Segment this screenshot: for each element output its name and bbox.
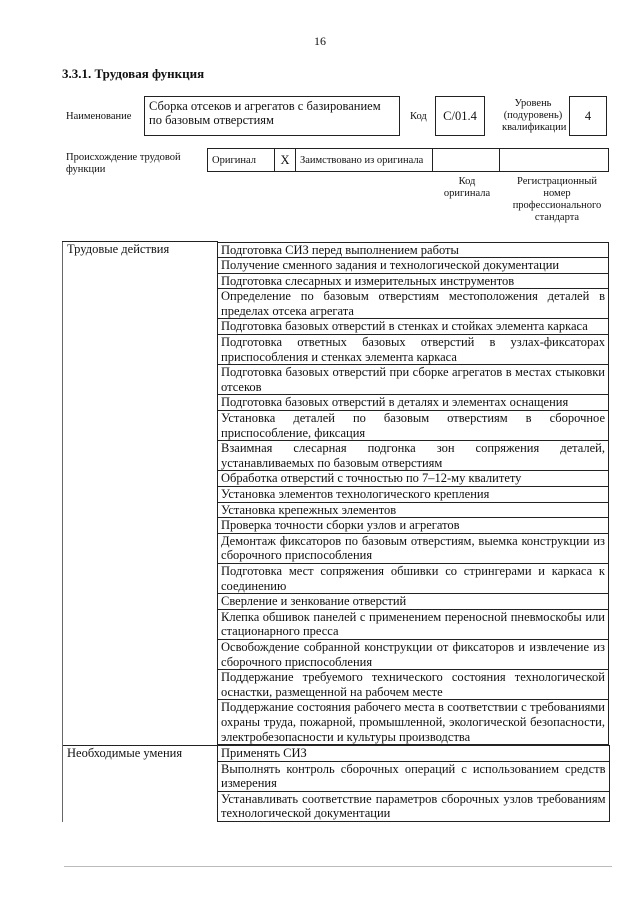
borrowed-label: Заимствовано из оригинала xyxy=(296,149,433,172)
required-skills-list xyxy=(218,745,610,822)
labor-action-item: Проверка точности сборки узлов и агрегатов xyxy=(218,518,609,534)
labor-action-item: Определение по базовым отверстиям местоположения деталей в пределах отсека агрегата xyxy=(218,289,609,319)
skill-item: Устанавливать соответствие параметров сборочных узлов требованиям технологической документации xyxy=(218,792,610,822)
labor-action-item: Обработка отверстий с точностью по 7–12-му квалитету xyxy=(218,471,609,487)
labor-action-item: Установка элементов технологического крепления xyxy=(218,487,609,503)
original-code-cell xyxy=(433,149,500,172)
page-number: 16 xyxy=(314,34,326,48)
original-label: Оригинал xyxy=(208,149,275,172)
required-skills-label: Необходимые умения xyxy=(63,745,218,822)
labor-actions-list xyxy=(218,242,609,746)
origin-table xyxy=(207,148,609,172)
labor-actions-label: Трудовые действия xyxy=(63,242,218,746)
qualification-level-box: 4 xyxy=(569,96,607,136)
labor-action-item: Подготовка базовых отверстий в стенках и стойках элемента каркаса xyxy=(218,319,609,335)
labor-action-item: Подготовка слесарных и измерительных инструментов xyxy=(218,274,609,290)
required-skills-cell xyxy=(218,745,610,822)
labor-action-item: Сверление и зенкование отверстий xyxy=(218,594,609,610)
labor-action-item: Поддержание состояния рабочего места в соответствии с требованиями охраны труда, пожарной, промышленной, экологической безопасности, электробезопасности и культуры производства xyxy=(218,700,609,745)
code-label: Код xyxy=(410,111,427,122)
function-details-table xyxy=(62,241,610,822)
registration-number-caption: Регистрационный номер профессионального стандарта xyxy=(512,176,602,223)
labor-action-item: Поддержание требуемого технического состояния технологической оснастки, размещенной на рабочем месте xyxy=(218,670,609,700)
labor-action-item: Подготовка СИЗ перед выполнением работы xyxy=(218,242,609,259)
bottom-rule xyxy=(64,866,612,867)
original-mark: X xyxy=(275,149,296,172)
registration-number-cell xyxy=(500,149,609,172)
section-title: 3.3.1. Трудовая функция xyxy=(62,66,205,81)
level-label: Уровень (подуровень) квалификации xyxy=(502,98,567,133)
labor-action-item: Подготовка базовых отверстий при сборке агрегатов в местах стыковки отсеков xyxy=(218,365,609,395)
labor-action-item: Подготовка мест сопряжения обшивки со стрингерами и каркаса к соединению xyxy=(218,564,609,594)
labor-action-item: Получение сменного задания и технологической документации xyxy=(218,258,609,274)
labor-action-item: Демонтаж фиксаторов по базовым отверстиям, выемка конструкции из сборочного приспособления xyxy=(218,534,609,564)
labor-actions-cell xyxy=(218,242,610,746)
labor-action-item: Установка деталей по базовым отверстиям в сборочное приспособление, фиксация xyxy=(218,411,609,441)
skill-item: Применять СИЗ xyxy=(218,745,610,762)
labor-action-item: Подготовка ответных базовых отверстий в узлах-фиксаторах приспособления и стенках элемента каркаса xyxy=(218,335,609,365)
origin-label: Происхождение трудовой функции xyxy=(66,152,181,175)
function-code-box: C/01.4 xyxy=(435,96,485,136)
original-code-caption: Код оригинала xyxy=(443,176,491,199)
labor-action-item: Взаимная слесарная подгонка зон сопряжения деталей, устанавливаемых по базовым отверстиям xyxy=(218,441,609,471)
labor-action-item: Клепка обшивок панелей с применением переносной пневмоскобы или стационарного пресса xyxy=(218,610,609,640)
labor-action-item: Освобождение собранной конструкции от фиксаторов и извлечение из сборочного приспособления xyxy=(218,640,609,670)
labor-action-item: Установка крепежных элементов xyxy=(218,503,609,519)
skill-item: Выполнять контроль сборочных операций с использованием средств измерения xyxy=(218,762,610,792)
function-name-box: Сборка отсеков и агрегатов с базированием по базовым отверстиям xyxy=(144,96,400,136)
name-label: Наименование xyxy=(66,111,132,122)
labor-action-item: Подготовка базовых отверстий в деталях и элементах оснащения xyxy=(218,395,609,411)
